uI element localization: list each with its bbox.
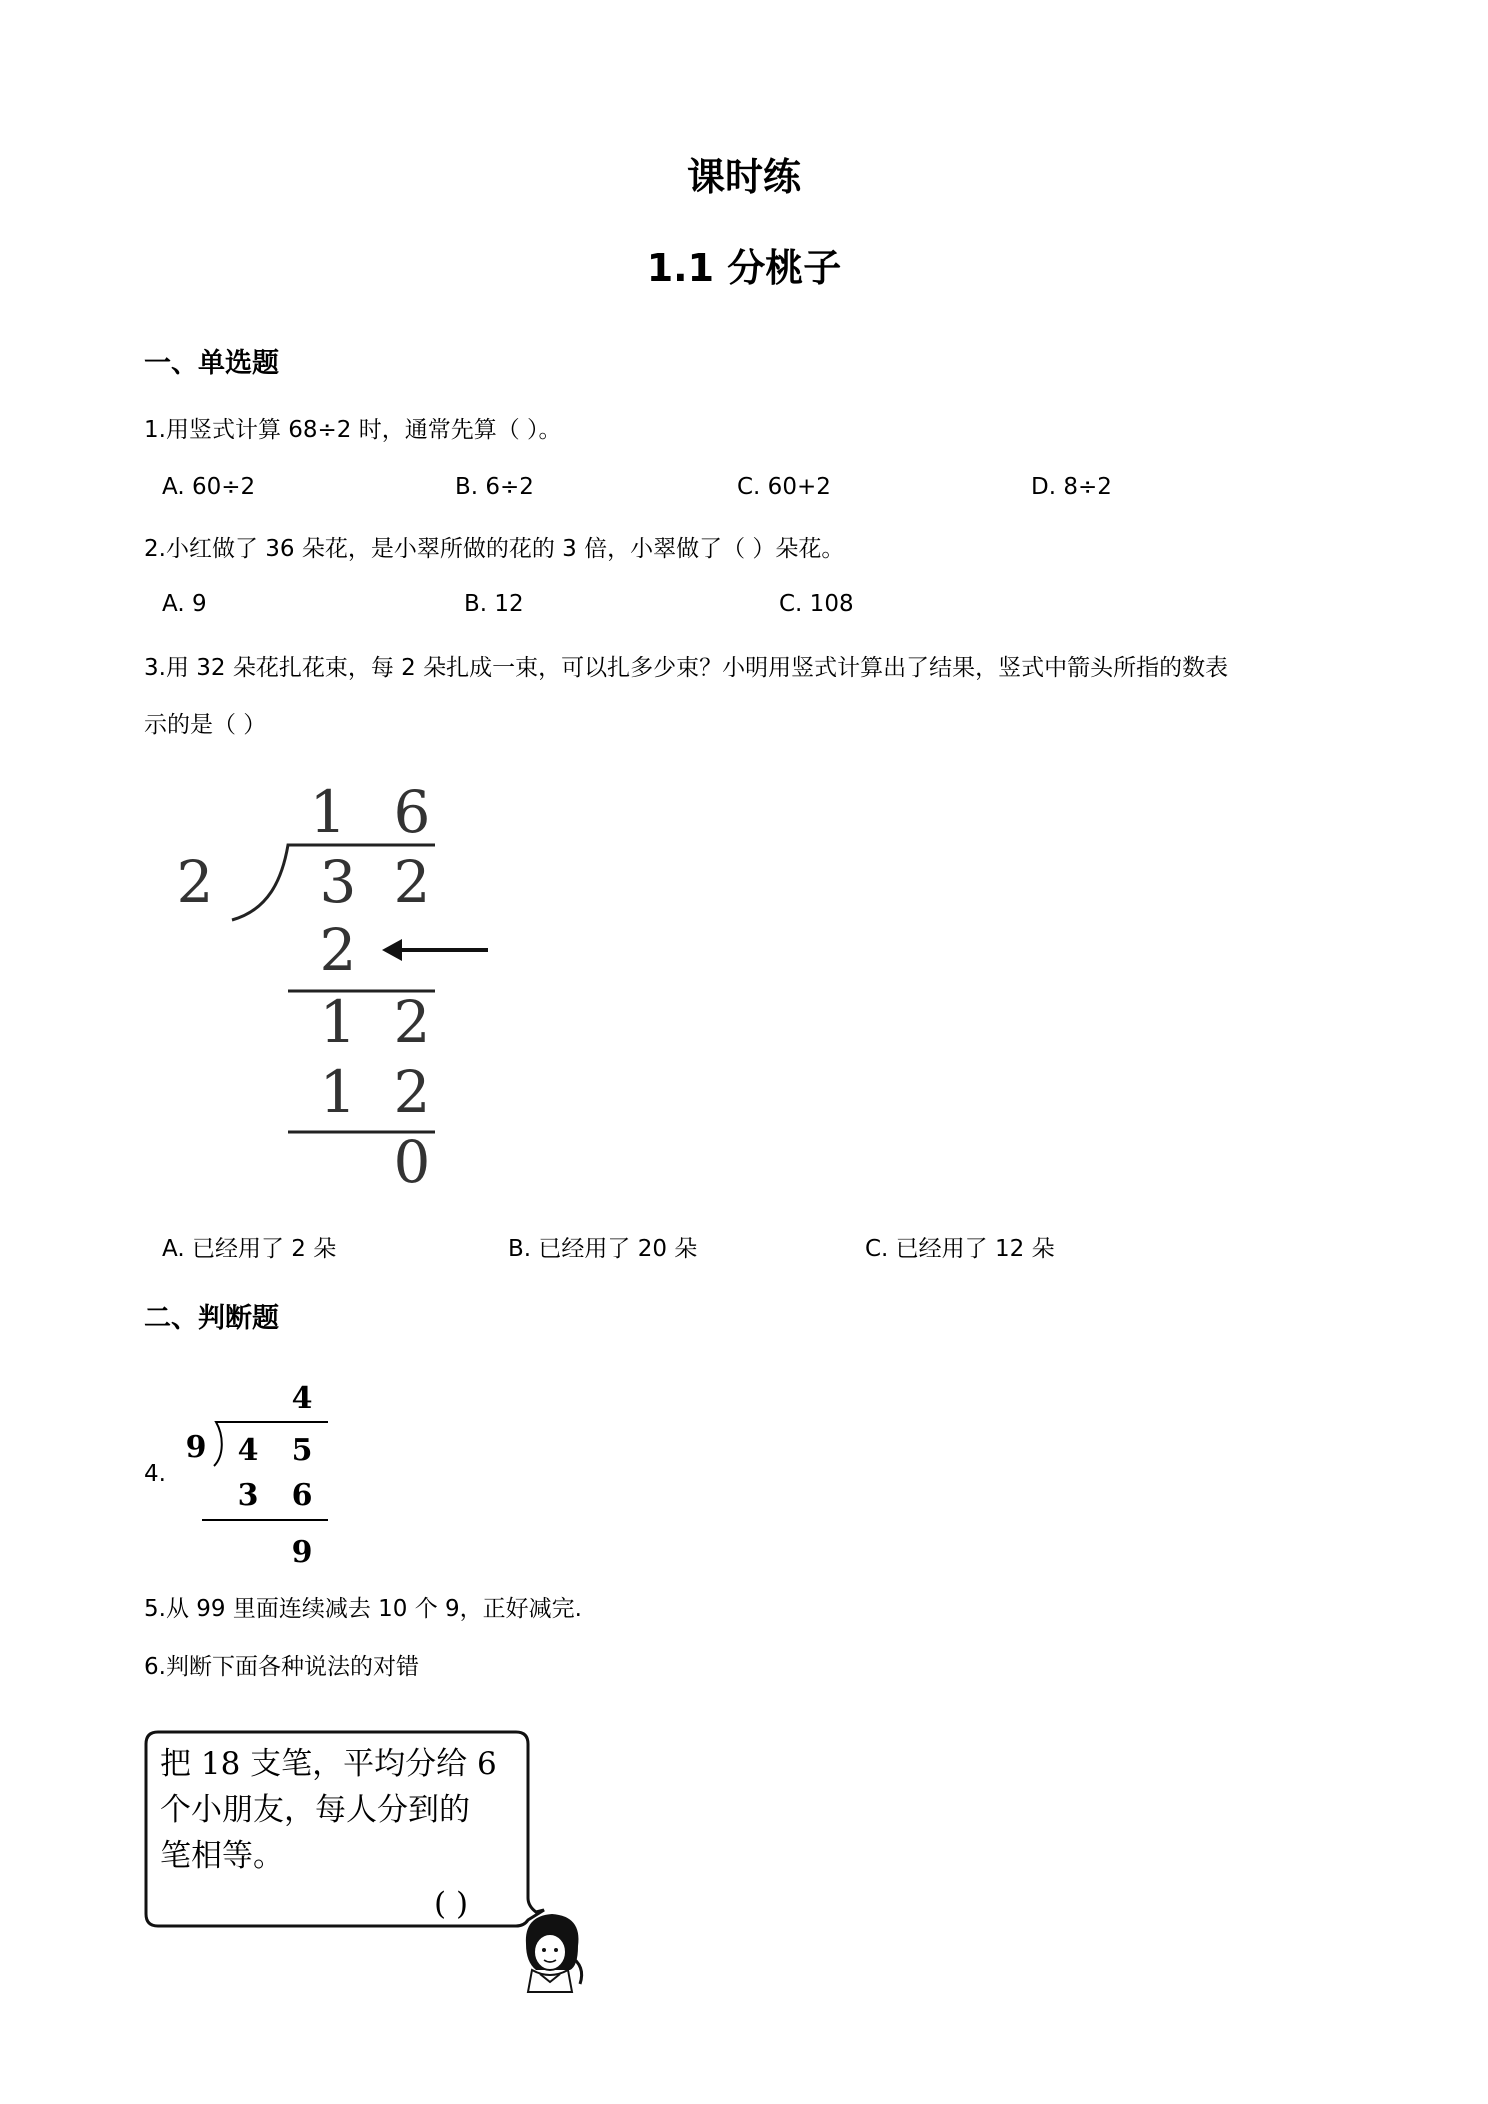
q3-step2-digit-2: 2 bbox=[393, 1058, 431, 1126]
question-3-option-a[interactable]: A. 已经用了 2 朵 bbox=[162, 1236, 337, 1262]
section-heading-true-false: 二、判断题 bbox=[144, 1303, 279, 1334]
question-6-speech-bubble bbox=[144, 1730, 604, 2010]
bubble-line-3: 笔相等。 bbox=[160, 1838, 284, 1874]
question-1-text: 1.用竖式计算 68÷2 时，通常先算（ ）。 bbox=[144, 417, 562, 443]
bubble-line-2: 个小朋友，每人分到的 bbox=[160, 1792, 470, 1828]
section-heading-single-choice: 一、单选题 bbox=[144, 348, 279, 379]
page-title: 课时练 bbox=[686, 155, 801, 199]
question-3-option-c[interactable]: C. 已经用了 12 朵 bbox=[865, 1236, 1055, 1262]
q3-quotient-digit-1: 1 bbox=[309, 778, 347, 846]
question-4-long-division bbox=[180, 1370, 340, 1570]
q3-rem1-digit-2: 2 bbox=[393, 988, 431, 1056]
q3-rem1-digit-1: 1 bbox=[319, 988, 357, 1056]
q3-step2-digit-1: 1 bbox=[319, 1058, 357, 1126]
q3-final: 0 bbox=[393, 1128, 431, 1196]
question-2-option-a[interactable]: A. 9 bbox=[162, 591, 207, 617]
question-2-option-c[interactable]: C. 108 bbox=[779, 591, 854, 617]
question-1-option-c[interactable]: C. 60+2 bbox=[737, 474, 831, 500]
q3-dividend-digit-2: 2 bbox=[393, 848, 431, 916]
q3-divisor: 2 bbox=[176, 848, 214, 916]
q4-quotient: 4 bbox=[291, 1381, 313, 1416]
question-3-option-b[interactable]: B. 已经用了 20 朵 bbox=[508, 1236, 698, 1262]
question-2-text: 2.小红做了 36 朵花，是小翠所做的花的 3 倍，小翠做了（ ）朵花。 bbox=[144, 536, 845, 562]
question-4-number: 4. bbox=[144, 1461, 166, 1487]
bubble-line-1: 把 18 支笔，平均分给 6 bbox=[160, 1746, 497, 1782]
q4-dividend-digit-2: 5 bbox=[291, 1433, 313, 1468]
q4-product-digit-2: 6 bbox=[291, 1478, 313, 1513]
question-3-text-line2: 示的是（ ） bbox=[144, 712, 267, 738]
q4-dividend-digit-1: 4 bbox=[237, 1433, 259, 1468]
q3-arrow-icon bbox=[382, 939, 488, 961]
question-1-option-b[interactable]: B. 6÷2 bbox=[455, 474, 534, 500]
cartoon-girl-icon bbox=[526, 1914, 582, 1992]
question-3-long-division bbox=[170, 770, 510, 1210]
q3-step1: 2 bbox=[319, 916, 357, 984]
question-5-text: 5.从 99 里面连续减去 10 个 9，正好减完. bbox=[144, 1596, 582, 1622]
question-3-text-line1: 3.用 32 朵花扎花束，每 2 朵扎成一束，可以扎多少束？小明用竖式计算出了结果，竖式中箭头所指的数表 bbox=[144, 655, 1229, 681]
q4-remainder: 9 bbox=[291, 1535, 313, 1570]
q4-product-digit-1: 3 bbox=[237, 1478, 259, 1513]
question-1-option-d[interactable]: D. 8÷2 bbox=[1031, 474, 1112, 500]
bubble-answer-blank: ( ) bbox=[434, 1886, 469, 1922]
question-2-option-b[interactable]: B. 12 bbox=[464, 591, 524, 617]
q4-divisor: 9 bbox=[185, 1430, 207, 1465]
question-6-text: 6.判断下面各种说法的对错 bbox=[144, 1654, 419, 1680]
q3-quotient-digit-2: 6 bbox=[393, 778, 431, 846]
question-1-option-a[interactable]: A. 60÷2 bbox=[162, 474, 256, 500]
page-subtitle: 1.1 分桃子 bbox=[646, 246, 842, 290]
q3-dividend-digit-1: 3 bbox=[319, 848, 357, 916]
